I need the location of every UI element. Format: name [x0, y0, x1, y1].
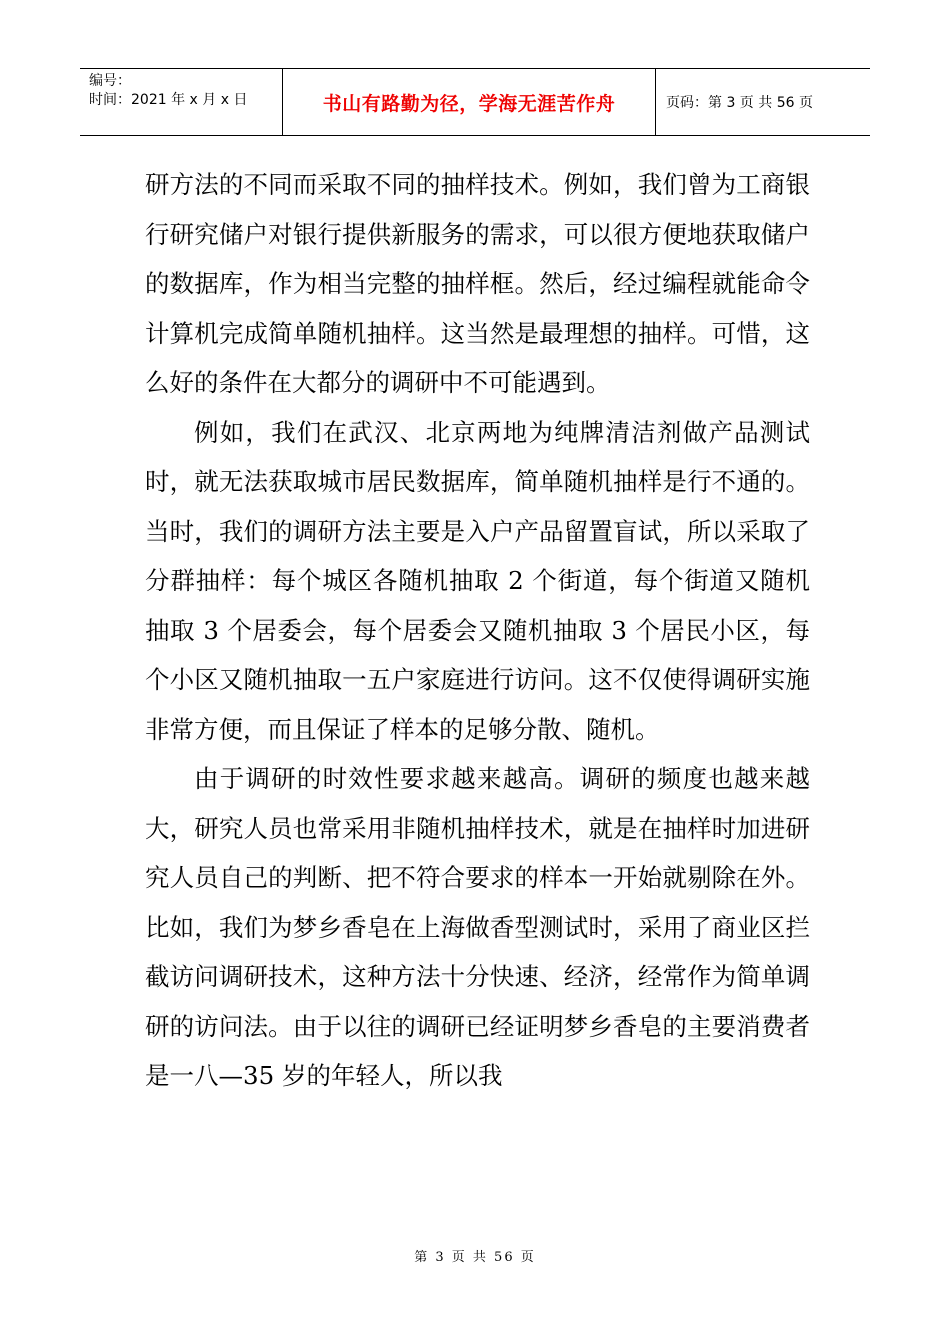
footer-page-number: 第 3 页 共 56 页 [414, 1250, 536, 1265]
header-motto: 书山有路勤为径，学海无涯苦作舟 [322, 92, 616, 115]
header-meta [80, 69, 283, 135]
header-page-info-cell [656, 69, 870, 135]
page-footer [0, 1246, 950, 1265]
header-page-info: 页码：第 3 页 共 56 页 [666, 95, 813, 111]
document-header [80, 68, 870, 136]
document-time-label: 时间：2021 年 x 月 x 日 [89, 92, 248, 108]
document-number-label: 编号： [89, 73, 131, 89]
body-paragraph-3: 由于调研的时效性要求越来越高。调研的频度也越来越大，研究人员也常采用非随机抽样技术，就是在抽样时加进研究人员自己的判断、把不符合要求的样本一开始就剔除在外。比如，我们为梦乡香皂在上海做香型测试时，采用了商业区拦截访问调研技术，这种方法十分快速、经济，经常作为简单调研的访问法。由于以往的调研已经证明梦乡香皂的主要消费者是一八—35 岁的年轻人，所以我 [145, 764, 810, 1090]
body-paragraph-1: 研方法的不同而采取不同的抽样技术。例如，我们曾为工商银行研究储户对银行提供新服务的需求，可以很方便地获取储户的数据库，作为相当完整的抽样框。然后，经过编程就能命令计算机完成简单随机抽样。这当然是最理想的抽样。可惜，这么好的条件在大都分的调研中不可能遇到。 [145, 170, 810, 397]
document-body [145, 160, 810, 1101]
body-paragraph-2: 例如，我们在武汉、北京两地为纯牌清洁剂做产品测试时，就无法获取城市居民数据库，简单随机抽样是行不通的。当时，我们的调研方法主要是入户产品留置盲试，所以采取了分群抽样：每个城区各随机抽取 2 个街道，每个街道又随机抽取 3 个居委会，每个居委会又随机抽取 3 个居民小区，每个小区又随机抽取一五户家庭进行访问。这不仅使得调研实施非常方便，而且保证了样本的足够分散、随机。 [145, 417, 810, 744]
header-motto-cell [283, 69, 656, 135]
